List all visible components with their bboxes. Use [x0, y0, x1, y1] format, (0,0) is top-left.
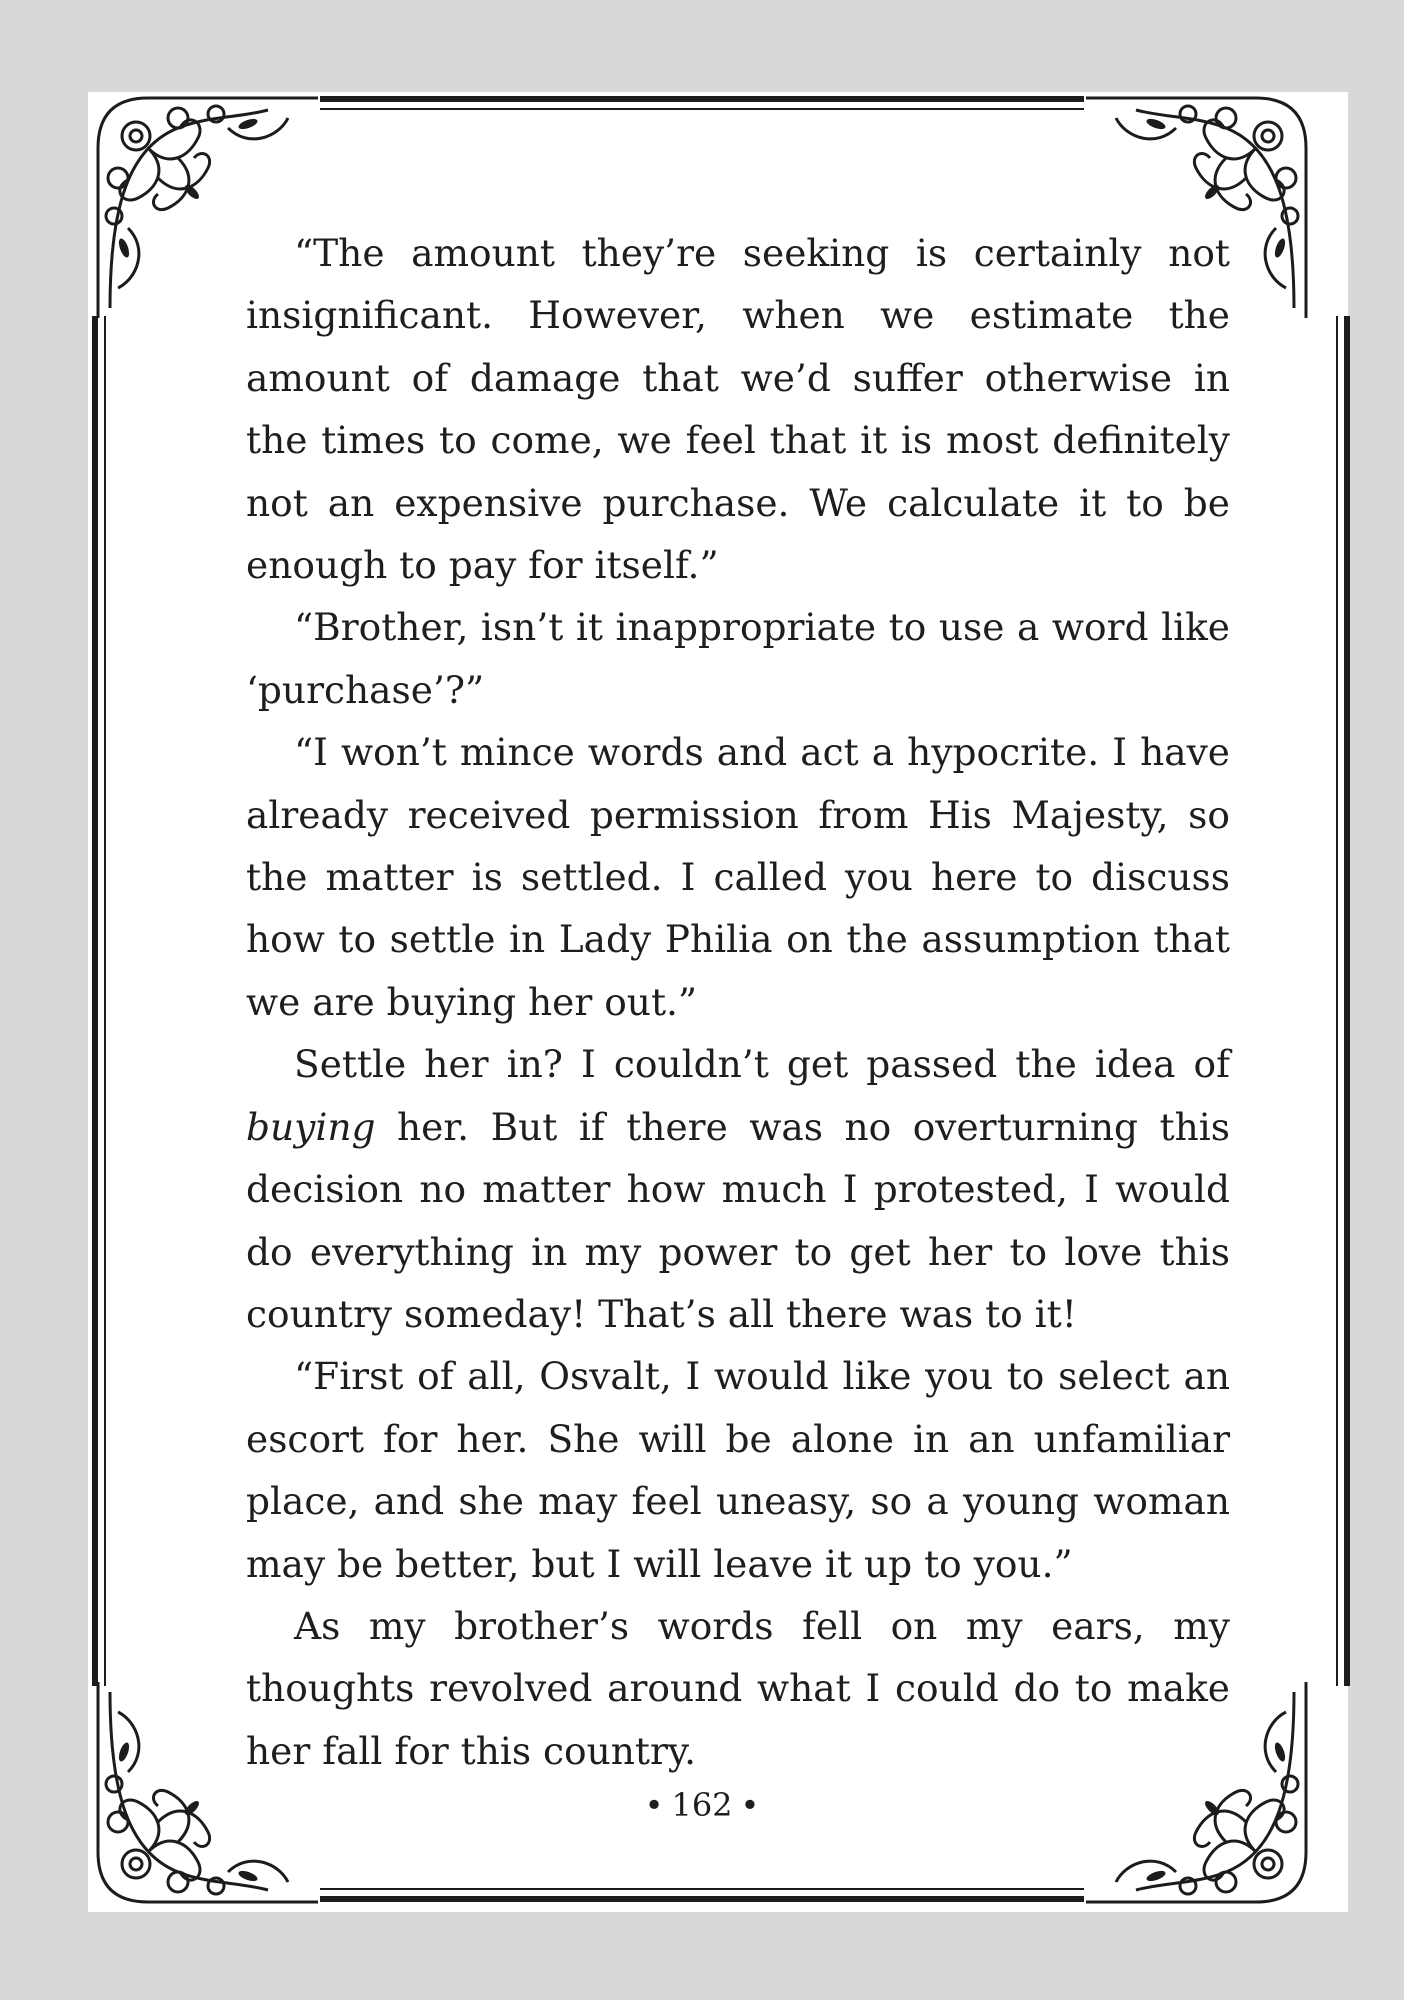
bullet-icon: • [740, 1786, 760, 1824]
paragraph-text: Settle her in? I couldn’t get passed the idea of [294, 1042, 1230, 1087]
paragraph: “First of all, Osvalt, I would like you to select an escort for her. She will be alone in an unfamiliar place, and she may feel uneasy, so a young woman may be better, but I will leave it up to you.” [246, 1354, 1230, 1586]
bullet-icon: • [644, 1786, 664, 1824]
page-number-value: 162 [671, 1786, 733, 1824]
frame-bottom-thin-line [320, 1888, 1084, 1890]
paragraph-text: her. But if there was no overturning this decision no matter how much I protested, I would do everything in my power to get her to love this country someday! That’s all there was to it! [246, 1104, 1230, 1336]
paragraph: “Brother, isn’t it inappropriate to use a word like ‘purchase’?” [246, 605, 1230, 712]
frame-right-thin-line [1336, 316, 1338, 1686]
paragraph: As my brother’s words fell on my ears, my thoughts revolved around what I could do to make her fall for this country. [246, 1603, 1230, 1773]
paragraph [246, 1033, 1230, 1345]
frame-top-thin-line [320, 108, 1084, 110]
paragraph: “I won’t mince words and act a hypocrite. I have already received permission from His Majesty, so the matter is settled. I called you here to discuss how to settle in Lady Philia on the assumption that we are buying her out.” [246, 730, 1230, 1024]
body-text [246, 222, 1230, 1782]
frame-left-thin-line [104, 316, 106, 1686]
frame-left-line [92, 316, 98, 1686]
frame-top-line [320, 96, 1084, 102]
emphasized-word: buying [246, 1104, 376, 1149]
paragraph: “The amount they’re seeking is certainly not insignificant. However, when we estimate the amount of damage that we’d suffer otherwise in the times to come, we feel that it is most definitely not an expensive purchase. We calculate it to be enough to pay for itself.” [246, 231, 1230, 588]
page-number [0, 1786, 1404, 1824]
frame-right-line [1344, 316, 1350, 1686]
frame-bottom-line [320, 1896, 1084, 1902]
